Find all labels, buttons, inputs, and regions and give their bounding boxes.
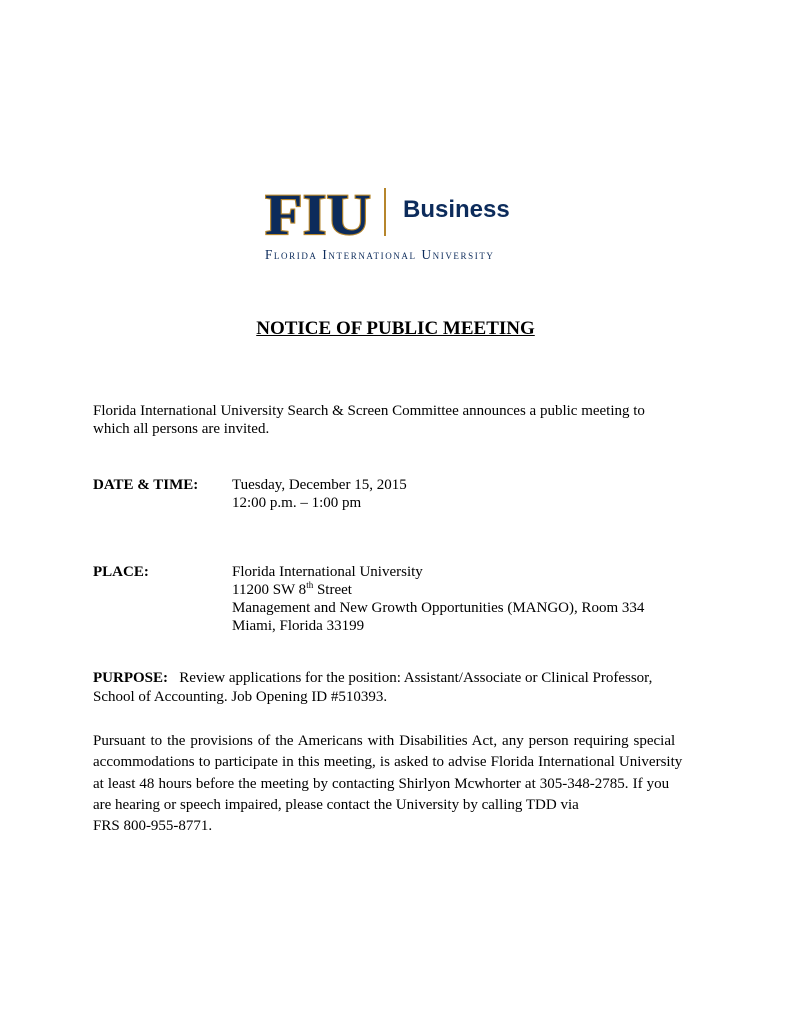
intro-line: which all persons are invited. <box>93 421 270 437</box>
intro-paragraph <box>93 402 645 438</box>
logo-university-name: Florida International University <box>265 247 495 262</box>
svg-text:FIU: FIU <box>265 186 371 240</box>
intro-line: Florida International University Search & Screen Committee announces a public meeting to <box>93 403 645 419</box>
logo-business-text: Business <box>403 196 510 223</box>
place-line: Florida International University <box>232 564 423 580</box>
place-label: PLACE: <box>93 564 149 580</box>
street-number: 11200 SW 8 <box>232 582 307 598</box>
ada-line: Pursuant to the provisions of the Americans with Disabilities Act, any person requiring special <box>93 733 676 749</box>
purpose-label: PURPOSE: <box>93 670 168 686</box>
purpose-paragraph <box>93 669 652 707</box>
ada-line: FRS 800-955-8771. <box>93 818 213 835</box>
meeting-time: 12:00 p.m. – 1:00 pm <box>232 495 362 511</box>
meeting-date: Tuesday, December 15, 2015 <box>232 477 407 493</box>
street-suffix: th <box>306 580 314 590</box>
ada-line: accommodations to participate in this meeting, is asked to advise Florida International University <box>93 754 683 771</box>
place-value <box>232 563 644 635</box>
logo-divider <box>384 188 386 236</box>
purpose-line <box>93 669 652 688</box>
purpose-text: Review applications for the position: Assistant/Associate or Clinical Professor, <box>179 670 653 686</box>
datetime-label: DATE & TIME: <box>93 477 199 493</box>
page-title: NOTICE OF PUBLIC MEETING <box>256 318 535 339</box>
place-line: Management and New Growth Opportunities (MANGO), Room 334 <box>232 600 645 616</box>
street-name: Street <box>313 582 352 598</box>
place-line: Miami, Florida 33199 <box>232 618 365 634</box>
datetime-value <box>232 476 407 512</box>
fiu-business-logo <box>263 186 543 264</box>
purpose-line: School of Accounting. Job Opening ID #510393. <box>93 689 388 705</box>
ada-paragraph <box>93 731 682 837</box>
place-street <box>232 581 644 599</box>
ada-line: are hearing or speech impaired, please contact the University by calling TDD via <box>93 796 579 813</box>
fiu-logo-mark <box>265 186 375 240</box>
ada-line: at least 48 hours before the meeting by contacting Shirlyon Mcwhorter at 305-348-2785. If you <box>93 775 670 792</box>
